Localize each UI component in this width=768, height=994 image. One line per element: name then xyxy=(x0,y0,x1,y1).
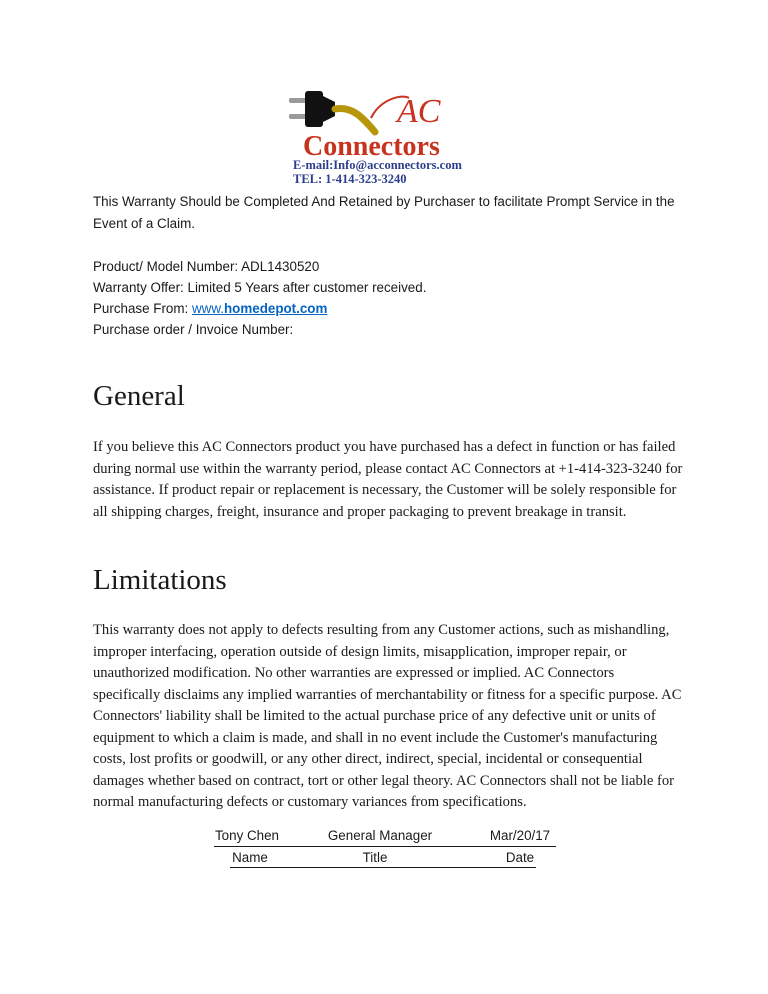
purchase-from xyxy=(93,298,683,319)
signature-name-label: Name xyxy=(232,850,268,865)
model-number: Product/ Model Number: ADL1430520 xyxy=(93,259,320,274)
homedepot-link[interactable] xyxy=(192,301,327,316)
signature-line-bottom xyxy=(230,867,536,868)
company-logo xyxy=(285,88,505,188)
homedepot-link-prefix: www. xyxy=(191,301,224,316)
intro-text: This Warranty Should be Completed And Retained by Purchaser to facilitate Prompt Service in the Event of a Claim. xyxy=(93,194,675,231)
limitations-heading: Limitations xyxy=(93,564,227,596)
homedepot-link-domain: homedepot.com xyxy=(223,301,328,316)
invoice-number: Purchase order / Invoice Number: xyxy=(93,322,294,337)
signature-date-label: Date xyxy=(505,850,535,865)
warranty-offer: Warranty Offer: Limited 5 Years after customer received. xyxy=(93,280,427,295)
general-heading: General xyxy=(93,380,185,412)
general-body: If you believe this AC Connectors product you have purchased has a defect in function or has failed during normal use within the warranty period, please contact AC Connectors at +1-414-323-3240 for assistance. If product repair or replacement is necessary, the Customer will be solely responsible for all shipping charges, freight, insurance and proper packaging to prevent breakage in transit. xyxy=(93,439,683,520)
logo-connectors-text: Connectors xyxy=(303,131,440,162)
logo-tel-text: TEL: 1-414-323-3240 xyxy=(293,172,407,186)
signature-date-value: Mar/20/17 xyxy=(489,828,551,843)
product-meta xyxy=(93,256,683,340)
logo-email-text: E-mail:Info@acconnectors.com xyxy=(293,158,462,172)
signature-title-label: Title xyxy=(362,850,388,865)
limitations-body: This warranty does not apply to defects resulting from any Customer actions, such as mishandling, improper interfacing, operation outside of design limits, misapplication, improper repair, or unauthorized modification. No other warranties are expressed or implied. AC Connectors specifically disclaims any implied warranties of merchantability or fitness for a specific purpose. AC Connectors' liability shall be limited to the actual purchase price of any defective unit or units of equipment to which a claim is made, and shall in no event include the Customer's manufacturing costs, lost profits or goodwill, or any other direct, indirect, special, incidental or consequential damages whether based on contract, tort or other legal theory. AC Connectors shall not be liable for normal manufacturing defects or customary variances from specifications. xyxy=(93,622,682,810)
logo-ac-text: AC xyxy=(397,93,441,130)
purchase-from-label: Purchase From: xyxy=(93,301,192,316)
signature-title-value: General Manager xyxy=(327,828,433,843)
signature-name-value: Tony Chen xyxy=(214,828,280,843)
signature-line-top xyxy=(214,846,556,847)
plug-logo-icon xyxy=(285,88,505,188)
